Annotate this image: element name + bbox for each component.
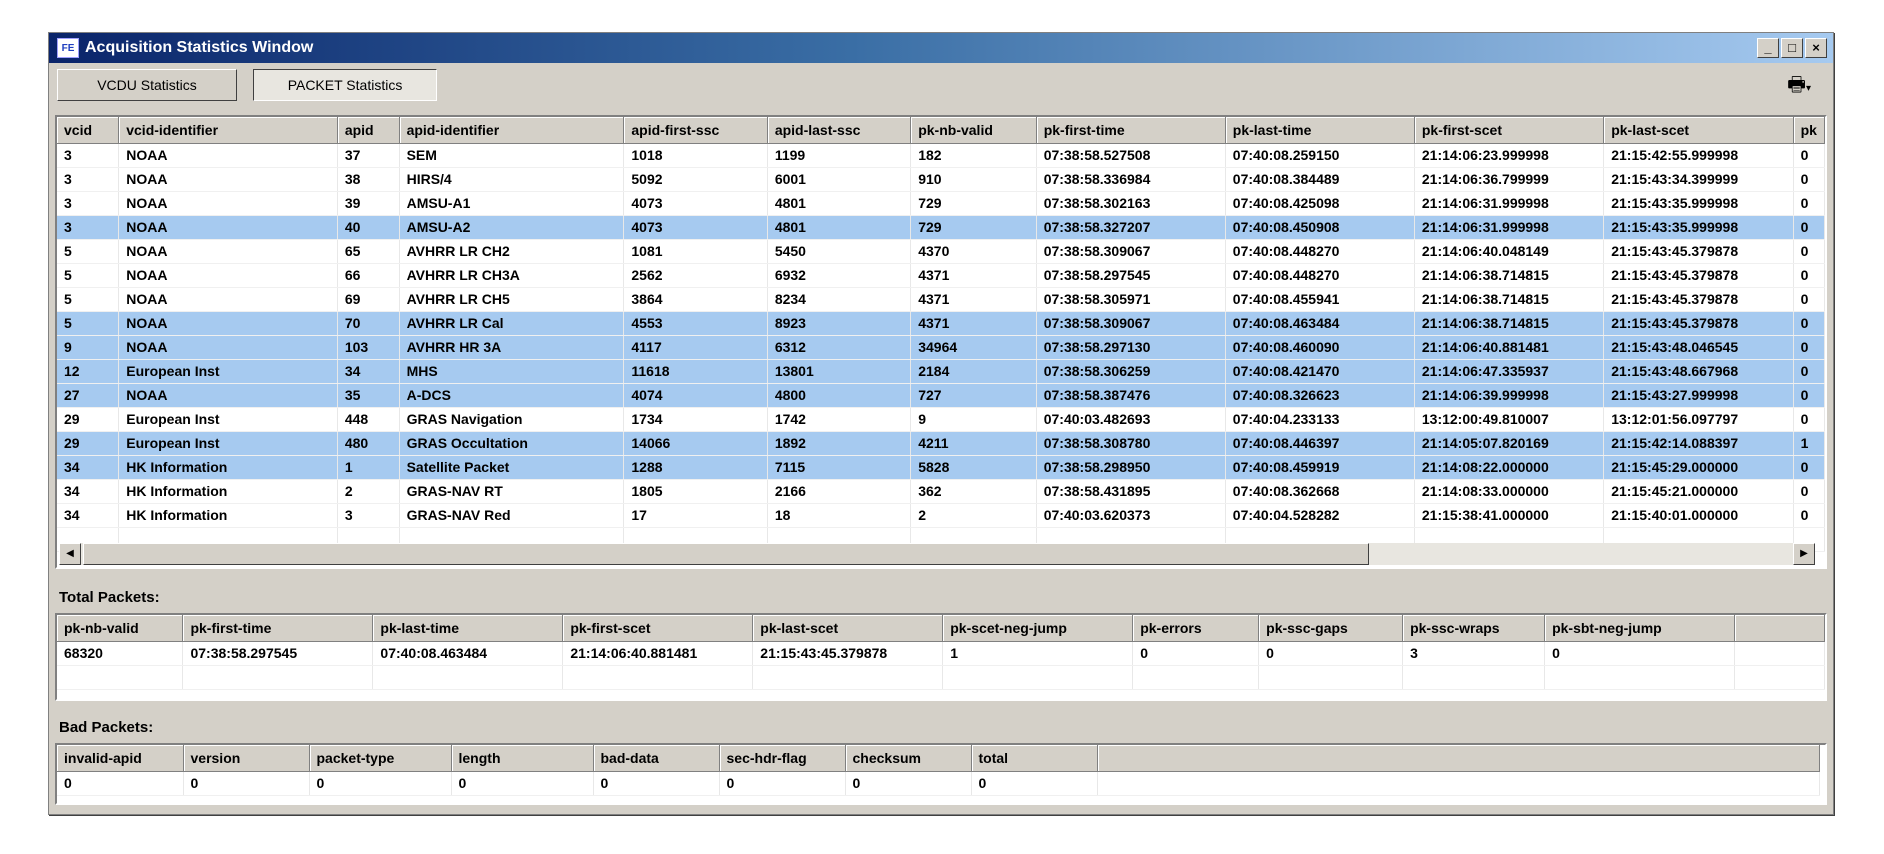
table-cell: 07:40:04.233133 bbox=[1225, 407, 1414, 431]
table-cell: 0 bbox=[1793, 263, 1824, 287]
table-cell: European Inst bbox=[119, 431, 338, 455]
table-cell: 910 bbox=[911, 167, 1037, 191]
table-cell: 4371 bbox=[911, 311, 1037, 335]
table-cell: 2 bbox=[337, 479, 399, 503]
table-cell: 07:40:08.448270 bbox=[1225, 239, 1414, 263]
table-cell: 1 bbox=[337, 455, 399, 479]
scroll-right-button[interactable]: ▶ bbox=[1793, 543, 1815, 565]
table-cell: 727 bbox=[911, 383, 1037, 407]
table-cell: 0 bbox=[183, 771, 309, 795]
column-header-pk-last-time[interactable]: pk-last-time bbox=[373, 615, 563, 641]
table-cell: 21:15:43:27.999998 bbox=[1604, 383, 1793, 407]
table-cell: 0 bbox=[1793, 455, 1824, 479]
table-cell: GRAS Occultation bbox=[399, 431, 624, 455]
tab-vcdu-statistics[interactable]: VCDU Statistics bbox=[57, 69, 237, 101]
table-cell: 07:40:08.463484 bbox=[373, 641, 563, 665]
table-cell: 07:38:58.298950 bbox=[1036, 455, 1225, 479]
table-cell: 21:15:43:45.379878 bbox=[1604, 263, 1793, 287]
table-row[interactable] bbox=[57, 383, 1825, 407]
table-cell: 21:14:06:47.335937 bbox=[1414, 359, 1603, 383]
close-button[interactable]: × bbox=[1805, 38, 1827, 58]
column-header-apid-identifier[interactable]: apid-identifier bbox=[399, 117, 624, 143]
table-cell: AVHRR LR CH5 bbox=[399, 287, 624, 311]
table-cell: 0 bbox=[1793, 479, 1824, 503]
table-cell: AMSU-A2 bbox=[399, 215, 624, 239]
column-header-filler bbox=[1097, 745, 1819, 771]
table-cell: 6001 bbox=[767, 167, 910, 191]
table-cell: 07:40:08.455941 bbox=[1225, 287, 1414, 311]
table-cell: 07:38:58.336984 bbox=[1036, 167, 1225, 191]
table-cell: 38 bbox=[337, 167, 399, 191]
table-cell-empty bbox=[943, 665, 1133, 689]
table-cell: GRAS Navigation bbox=[399, 407, 624, 431]
table-cell: 07:38:58.297545 bbox=[183, 641, 373, 665]
table-cell: 12 bbox=[57, 359, 119, 383]
table-row[interactable] bbox=[57, 431, 1825, 455]
column-header-pk-nb-valid[interactable]: pk-nb-valid bbox=[57, 615, 183, 641]
column-header-pk-sbt-neg-jump[interactable]: pk-sbt-neg-jump bbox=[1545, 615, 1735, 641]
table-cell: NOAA bbox=[119, 143, 338, 167]
table-cell: 8234 bbox=[767, 287, 910, 311]
table-cell: 21:15:42:55.999998 bbox=[1604, 143, 1793, 167]
table-cell: 14066 bbox=[624, 431, 767, 455]
table-row[interactable] bbox=[57, 455, 1825, 479]
table-cell: 07:38:58.302163 bbox=[1036, 191, 1225, 215]
table-cell-empty bbox=[373, 665, 563, 689]
column-header-apid-last-ssc[interactable]: apid-last-ssc bbox=[767, 117, 910, 143]
column-header-pk-first-scet[interactable]: pk-first-scet bbox=[1414, 117, 1603, 143]
column-header-pk[interactable]: pk bbox=[1793, 117, 1824, 143]
table-cell: 21:14:06:31.999998 bbox=[1414, 215, 1603, 239]
column-header-total[interactable]: total bbox=[971, 745, 1097, 771]
table-cell: 21:14:06:40.881481 bbox=[563, 641, 753, 665]
table-cell: 21:15:38:41.000000 bbox=[1414, 503, 1603, 527]
table-cell: AVHRR LR CH2 bbox=[399, 239, 624, 263]
table-cell-empty bbox=[753, 665, 943, 689]
table-cell: HK Information bbox=[119, 455, 338, 479]
table-cell: 27 bbox=[57, 383, 119, 407]
table-cell: 21:14:06:36.799999 bbox=[1414, 167, 1603, 191]
table-cell: 07:40:08.459919 bbox=[1225, 455, 1414, 479]
table-cell: 9 bbox=[911, 407, 1037, 431]
table-cell: 39 bbox=[337, 191, 399, 215]
table-cell: HK Information bbox=[119, 503, 338, 527]
table-cell: 3 bbox=[1403, 641, 1545, 665]
table-cell: 21:15:43:45.379878 bbox=[1604, 239, 1793, 263]
table-cell: 1018 bbox=[624, 143, 767, 167]
table-row[interactable] bbox=[57, 311, 1825, 335]
table-row-empty bbox=[57, 665, 1825, 689]
table-cell-empty bbox=[183, 665, 373, 689]
table-cell: 0 bbox=[1793, 311, 1824, 335]
column-header-invalid-apid[interactable]: invalid-apid bbox=[57, 745, 183, 771]
table-cell: GRAS-NAV Red bbox=[399, 503, 624, 527]
table-cell: GRAS-NAV RT bbox=[399, 479, 624, 503]
column-header-pk-last-scet[interactable]: pk-last-scet bbox=[753, 615, 943, 641]
table-cell: 07:40:08.259150 bbox=[1225, 143, 1414, 167]
table-cell: 2184 bbox=[911, 359, 1037, 383]
column-header-vcid-identifier[interactable]: vcid-identifier bbox=[119, 117, 338, 143]
table-cell-empty bbox=[1403, 665, 1545, 689]
table-cell: NOAA bbox=[119, 263, 338, 287]
table-cell: 0 bbox=[1793, 503, 1824, 527]
table-row[interactable] bbox=[57, 239, 1825, 263]
table-cell: NOAA bbox=[119, 311, 338, 335]
table-cell: 34 bbox=[57, 455, 119, 479]
table-cell: 0 bbox=[309, 771, 451, 795]
printer-icon[interactable]: 🖶▾ bbox=[1787, 74, 1811, 96]
table-cell: 3 bbox=[57, 215, 119, 239]
table-cell: 07:38:58.306259 bbox=[1036, 359, 1225, 383]
table-cell: 70 bbox=[337, 311, 399, 335]
table-cell: 1 bbox=[943, 641, 1133, 665]
table-cell: 13:12:00:49.810007 bbox=[1414, 407, 1603, 431]
table-cell: 1 bbox=[1793, 431, 1824, 455]
table-cell: 21:14:06:40.048149 bbox=[1414, 239, 1603, 263]
table-cell: 21:15:43:45.379878 bbox=[1604, 287, 1793, 311]
column-header-pk-ssc-wraps[interactable]: pk-ssc-wraps bbox=[1403, 615, 1545, 641]
table-row[interactable] bbox=[57, 335, 1825, 359]
table-cell-empty bbox=[563, 665, 753, 689]
table-cell: 0 bbox=[1793, 383, 1824, 407]
table-cell: AVHRR HR 3A bbox=[399, 335, 624, 359]
table-cell: NOAA bbox=[119, 239, 338, 263]
table-cell: 8923 bbox=[767, 311, 910, 335]
table-cell: 729 bbox=[911, 215, 1037, 239]
table-cell: 07:40:08.450908 bbox=[1225, 215, 1414, 239]
bad-table bbox=[57, 745, 1820, 796]
table-cell: 103 bbox=[337, 335, 399, 359]
table-cell: 0 bbox=[719, 771, 845, 795]
table-cell: 21:15:43:34.399999 bbox=[1604, 167, 1793, 191]
table-cell-empty bbox=[57, 665, 183, 689]
table-cell: 0 bbox=[1793, 407, 1824, 431]
minimize-button[interactable]: _ bbox=[1757, 38, 1779, 58]
table-cell: 21:15:43:35.999998 bbox=[1604, 191, 1793, 215]
table-cell: NOAA bbox=[119, 215, 338, 239]
table-cell-empty bbox=[1545, 665, 1735, 689]
table-cell: 0 bbox=[1793, 287, 1824, 311]
window-title: Acquisition Statistics Window bbox=[85, 39, 314, 56]
table-cell: 0 bbox=[1133, 641, 1259, 665]
table-cell-empty bbox=[1133, 665, 1259, 689]
total-table bbox=[57, 615, 1825, 690]
table-cell: HIRS/4 bbox=[399, 167, 624, 191]
column-header-pk-nb-valid[interactable]: pk-nb-valid bbox=[911, 117, 1037, 143]
table-cell: MHS bbox=[399, 359, 624, 383]
table-cell: 5 bbox=[57, 311, 119, 335]
table-cell: 07:38:58.309067 bbox=[1036, 311, 1225, 335]
table-cell: 07:40:08.425098 bbox=[1225, 191, 1414, 215]
table-row[interactable] bbox=[57, 143, 1825, 167]
column-header-pk-scet-neg-jump[interactable]: pk-scet-neg-jump bbox=[943, 615, 1133, 641]
table-cell: 3864 bbox=[624, 287, 767, 311]
column-header-length[interactable]: length bbox=[451, 745, 593, 771]
table-cell: 1734 bbox=[624, 407, 767, 431]
table-cell: 65 bbox=[337, 239, 399, 263]
table-cell: 0 bbox=[593, 771, 719, 795]
table-cell: 4801 bbox=[767, 191, 910, 215]
table-cell: 5 bbox=[57, 263, 119, 287]
table-cell: 07:40:08.362668 bbox=[1225, 479, 1414, 503]
table-cell: 07:40:08.326623 bbox=[1225, 383, 1414, 407]
table-cell: 6312 bbox=[767, 335, 910, 359]
table-cell: 4371 bbox=[911, 287, 1037, 311]
table-cell: 21:15:43:48.046545 bbox=[1604, 335, 1793, 359]
table-cell: 9 bbox=[57, 335, 119, 359]
table-cell-empty bbox=[1259, 665, 1403, 689]
table-cell: 3 bbox=[337, 503, 399, 527]
table-cell: 4371 bbox=[911, 263, 1037, 287]
table-cell: 07:40:08.463484 bbox=[1225, 311, 1414, 335]
table-cell: AVHRR LR Cal bbox=[399, 311, 624, 335]
table-cell: 21:15:43:35.999998 bbox=[1604, 215, 1793, 239]
table-cell: 0 bbox=[1793, 239, 1824, 263]
table-cell: 07:40:08.448270 bbox=[1225, 263, 1414, 287]
table-cell: SEM bbox=[399, 143, 624, 167]
table-row[interactable] bbox=[57, 407, 1825, 431]
table-cell: 07:38:58.309067 bbox=[1036, 239, 1225, 263]
table-cell: 07:40:08.460090 bbox=[1225, 335, 1414, 359]
table-cell: 21:14:06:23.999998 bbox=[1414, 143, 1603, 167]
table-cell: 07:40:04.528282 bbox=[1225, 503, 1414, 527]
table-cell: 182 bbox=[911, 143, 1037, 167]
column-header-vcid[interactable]: vcid bbox=[57, 117, 119, 143]
table-cell: 4073 bbox=[624, 191, 767, 215]
packet-table bbox=[57, 117, 1825, 552]
table-cell: 448 bbox=[337, 407, 399, 431]
column-header-sec-hdr-flag[interactable]: sec-hdr-flag bbox=[719, 745, 845, 771]
tab-packet-statistics[interactable]: PACKET Statistics bbox=[253, 69, 437, 101]
table-row[interactable] bbox=[57, 359, 1825, 383]
table-cell: 5828 bbox=[911, 455, 1037, 479]
table-cell: 1892 bbox=[767, 431, 910, 455]
table-cell: European Inst bbox=[119, 407, 338, 431]
column-header-pk-first-time[interactable]: pk-first-time bbox=[183, 615, 373, 641]
table-cell: 34 bbox=[57, 479, 119, 503]
table-cell: 0 bbox=[1793, 143, 1824, 167]
table-cell: 21:15:45:29.000000 bbox=[1604, 455, 1793, 479]
table-cell: 480 bbox=[337, 431, 399, 455]
table-cell: 7115 bbox=[767, 455, 910, 479]
table-cell: 17 bbox=[624, 503, 767, 527]
table-cell: 2 bbox=[911, 503, 1037, 527]
table-row[interactable] bbox=[57, 771, 1819, 795]
table-cell: 0 bbox=[1793, 167, 1824, 191]
table-cell: 0 bbox=[1793, 359, 1824, 383]
table-cell: 1288 bbox=[624, 455, 767, 479]
column-header-bad-data[interactable]: bad-data bbox=[593, 745, 719, 771]
table-cell: 5450 bbox=[767, 239, 910, 263]
table-cell: 07:40:08.446397 bbox=[1225, 431, 1414, 455]
table-cell: 0 bbox=[1259, 641, 1403, 665]
table-cell: 0 bbox=[1793, 215, 1824, 239]
table-cell: 3 bbox=[57, 167, 119, 191]
table-cell: 5 bbox=[57, 239, 119, 263]
table-cell: 29 bbox=[57, 431, 119, 455]
table-cell: 07:38:58.387476 bbox=[1036, 383, 1225, 407]
column-header-pk-first-time[interactable]: pk-first-time bbox=[1036, 117, 1225, 143]
table-cell: 34 bbox=[57, 503, 119, 527]
bad-packets-label: Bad Packets: bbox=[59, 719, 154, 736]
table-cell: 4370 bbox=[911, 239, 1037, 263]
table-cell: 4073 bbox=[624, 215, 767, 239]
table-cell: 69 bbox=[337, 287, 399, 311]
table-cell: 21:15:43:48.667968 bbox=[1604, 359, 1793, 383]
table-cell: 6932 bbox=[767, 263, 910, 287]
table-row[interactable] bbox=[57, 503, 1825, 527]
table-cell: AVHRR LR CH3A bbox=[399, 263, 624, 287]
table-cell: 07:38:58.527508 bbox=[1036, 143, 1225, 167]
column-header-version[interactable]: version bbox=[183, 745, 309, 771]
table-cell: 07:38:58.431895 bbox=[1036, 479, 1225, 503]
table-cell: 3 bbox=[57, 191, 119, 215]
table-row[interactable] bbox=[57, 641, 1825, 665]
column-header-packet-type[interactable]: packet-type bbox=[309, 745, 451, 771]
table-cell: 1742 bbox=[767, 407, 910, 431]
column-header-pk-last-scet[interactable]: pk-last-scet bbox=[1604, 117, 1793, 143]
table-cell: 07:38:58.327207 bbox=[1036, 215, 1225, 239]
table-cell: 21:15:43:45.379878 bbox=[753, 641, 943, 665]
table-cell: HK Information bbox=[119, 479, 338, 503]
table-cell: 4117 bbox=[624, 335, 767, 359]
table-cell: 40 bbox=[337, 215, 399, 239]
table-cell: 0 bbox=[57, 771, 183, 795]
table-cell: 4553 bbox=[624, 311, 767, 335]
table-cell: 0 bbox=[451, 771, 593, 795]
table-cell: 2562 bbox=[624, 263, 767, 287]
scrollbar-thumb[interactable] bbox=[83, 543, 1369, 565]
table-cell: 1081 bbox=[624, 239, 767, 263]
table-cell: 07:40:08.421470 bbox=[1225, 359, 1414, 383]
table-cell: NOAA bbox=[119, 335, 338, 359]
app-icon: FE bbox=[57, 38, 79, 58]
table-cell: NOAA bbox=[119, 167, 338, 191]
table-cell: 0 bbox=[1793, 335, 1824, 359]
table-cell: 35 bbox=[337, 383, 399, 407]
column-header-apid-first-ssc[interactable]: apid-first-ssc bbox=[624, 117, 767, 143]
table-cell-empty bbox=[1097, 771, 1819, 795]
table-cell: 21:14:06:39.999998 bbox=[1414, 383, 1603, 407]
table-cell: 0 bbox=[845, 771, 971, 795]
title-bar[interactable] bbox=[49, 33, 1833, 63]
table-cell: 11618 bbox=[624, 359, 767, 383]
table-cell: 66 bbox=[337, 263, 399, 287]
table-cell: 21:15:42:14.088397 bbox=[1604, 431, 1793, 455]
table-cell: 21:15:45:21.000000 bbox=[1604, 479, 1793, 503]
table-cell: 13801 bbox=[767, 359, 910, 383]
table-cell: 21:14:06:38.714815 bbox=[1414, 311, 1603, 335]
packet-statistics-table bbox=[55, 115, 1827, 569]
table-cell: 18 bbox=[767, 503, 910, 527]
table-cell-empty bbox=[1735, 641, 1825, 665]
table-row[interactable] bbox=[57, 167, 1825, 191]
total-packets-table bbox=[55, 613, 1827, 701]
table-cell-empty bbox=[1735, 665, 1825, 689]
table-cell: 34 bbox=[337, 359, 399, 383]
table-cell: 0 bbox=[971, 771, 1097, 795]
table-cell: 21:14:06:40.881481 bbox=[1414, 335, 1603, 359]
table-cell: 37 bbox=[337, 143, 399, 167]
table-cell: 21:14:06:31.999998 bbox=[1414, 191, 1603, 215]
table-cell: 21:14:06:38.714815 bbox=[1414, 287, 1603, 311]
table-cell: A-DCS bbox=[399, 383, 624, 407]
table-cell: 34964 bbox=[911, 335, 1037, 359]
table-cell: 4801 bbox=[767, 215, 910, 239]
table-cell: 4074 bbox=[624, 383, 767, 407]
acquisition-statistics-window bbox=[48, 32, 1834, 815]
table-cell: 0 bbox=[1793, 191, 1824, 215]
table-cell: 1199 bbox=[767, 143, 910, 167]
horizontal-scrollbar[interactable] bbox=[59, 543, 1815, 565]
table-cell: NOAA bbox=[119, 383, 338, 407]
column-header-apid[interactable]: apid bbox=[337, 117, 399, 143]
table-cell: 21:14:08:33.000000 bbox=[1414, 479, 1603, 503]
column-header-pk-last-time[interactable]: pk-last-time bbox=[1225, 117, 1414, 143]
table-cell: 07:38:58.297130 bbox=[1036, 335, 1225, 359]
table-cell: 4800 bbox=[767, 383, 910, 407]
table-cell: 68320 bbox=[57, 641, 183, 665]
table-cell: 2166 bbox=[767, 479, 910, 503]
table-cell: 21:14:08:22.000000 bbox=[1414, 455, 1603, 479]
table-cell: 4211 bbox=[911, 431, 1037, 455]
bad-packets-table bbox=[55, 743, 1827, 805]
table-cell: AMSU-A1 bbox=[399, 191, 624, 215]
column-header-checksum[interactable]: checksum bbox=[845, 745, 971, 771]
table-cell: 13:12:01:56.097797 bbox=[1604, 407, 1793, 431]
table-cell: NOAA bbox=[119, 287, 338, 311]
table-cell: 729 bbox=[911, 191, 1037, 215]
table-cell: 0 bbox=[1545, 641, 1735, 665]
table-cell: 5 bbox=[57, 287, 119, 311]
table-cell: 07:40:03.482693 bbox=[1036, 407, 1225, 431]
table-row[interactable] bbox=[57, 215, 1825, 239]
column-header-pk-first-scet[interactable]: pk-first-scet bbox=[563, 615, 753, 641]
table-cell: Satellite Packet bbox=[399, 455, 624, 479]
table-cell: 07:40:08.384489 bbox=[1225, 167, 1414, 191]
table-cell: European Inst bbox=[119, 359, 338, 383]
maximize-button[interactable]: □ bbox=[1781, 38, 1803, 58]
table-cell: 07:40:03.620373 bbox=[1036, 503, 1225, 527]
table-cell: 362 bbox=[911, 479, 1037, 503]
column-header-pk-ssc-gaps[interactable]: pk-ssc-gaps bbox=[1259, 615, 1403, 641]
table-cell: 07:38:58.305971 bbox=[1036, 287, 1225, 311]
table-cell: 21:14:05:07.820169 bbox=[1414, 431, 1603, 455]
column-header-filler bbox=[1735, 615, 1825, 641]
table-cell: 21:14:06:38.714815 bbox=[1414, 263, 1603, 287]
total-packets-label: Total Packets: bbox=[59, 589, 160, 606]
table-cell: 21:15:43:45.379878 bbox=[1604, 311, 1793, 335]
table-cell: 07:38:58.308780 bbox=[1036, 431, 1225, 455]
table-row[interactable] bbox=[57, 287, 1825, 311]
table-row[interactable] bbox=[57, 263, 1825, 287]
table-row[interactable] bbox=[57, 479, 1825, 503]
table-cell: 21:15:40:01.000000 bbox=[1604, 503, 1793, 527]
table-cell: 29 bbox=[57, 407, 119, 431]
table-cell: 3 bbox=[57, 143, 119, 167]
table-cell: 5092 bbox=[624, 167, 767, 191]
column-header-pk-errors[interactable]: pk-errors bbox=[1133, 615, 1259, 641]
table-cell: 1805 bbox=[624, 479, 767, 503]
table-row[interactable] bbox=[57, 191, 1825, 215]
scroll-left-button[interactable]: ◀ bbox=[59, 543, 81, 565]
table-cell: 07:38:58.297545 bbox=[1036, 263, 1225, 287]
table-cell: NOAA bbox=[119, 191, 338, 215]
